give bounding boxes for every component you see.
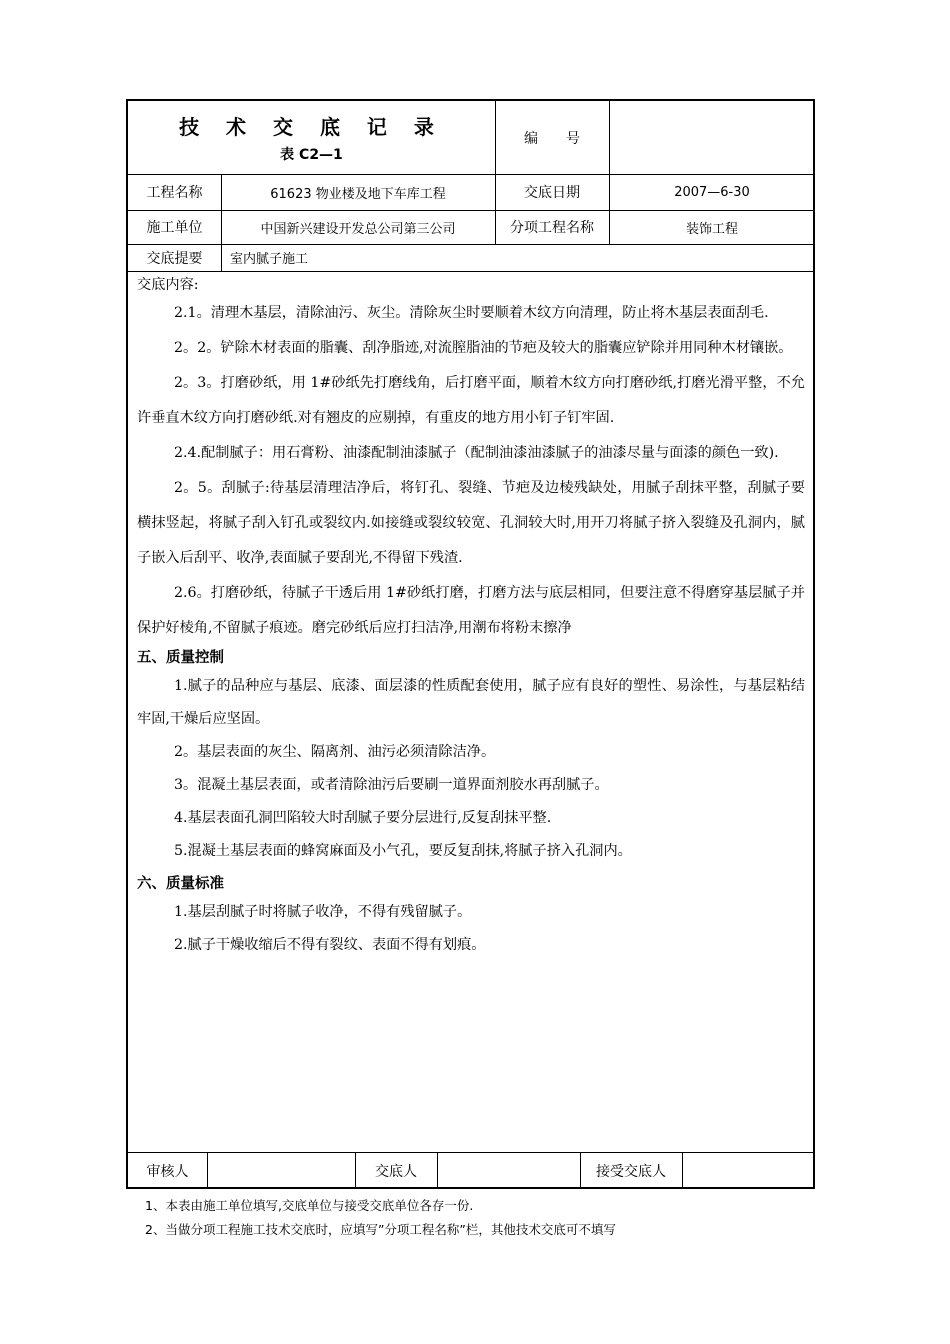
unit-value[interactable]: 中国新兴建设开发总公司第三公司 [260, 221, 456, 237]
summary-value[interactable]: 室内腻子施工 [230, 252, 309, 267]
date-label: 交底日期 [524, 185, 580, 201]
quality-control-item: 1.腻子的品种应与基层、底漆、面层漆的性质配套使用，腻子应有良好的塑性、易涂性，与基层粘结牢固,干燥后应坚固。 [137, 678, 805, 727]
quality-standard-item: 1.基层刮腻子时将腻子收净，不得有残留腻子。 [174, 904, 472, 920]
section-heading-quality-standard: 六、质量标准 [137, 876, 224, 892]
content-paragraph: 2.4.配制腻子：用石膏粉、油漆配制油漆腻子（配制油漆油漆腻子的油漆尽量与面漆的颜色一致). [174, 445, 779, 461]
reviewer-label: 审核人 [146, 1163, 189, 1180]
footnote: 2、当做分项工程施工技术交底时，应填写”分项工程名称”栏，其他技术交底可不填写 [145, 1222, 616, 1237]
project-value[interactable]: 61623 物业楼及地下车库工程 [270, 186, 446, 202]
content-paragraph: 2。5。刮腻子:待基层清理洁净后，将钉孔、裂缝、节疤及边棱残缺处，用腻子刮抹平整，刮腻子要横抹竖起，将腻子刮入钉孔或裂纹内.如接缝或裂纹较宽、孔洞较大时,用开刀将腻子挤入裂缝及孔洞内，腻子嵌入后刮平、收净,表面腻子要刮光,不得留下残渣. [137, 480, 805, 566]
code-value[interactable] [609, 101, 815, 174]
unit-label: 施工单位 [146, 220, 203, 236]
reviewer-field[interactable] [207, 1152, 355, 1189]
quality-control-item: 4.基层表面孔洞凹陷较大时刮腻子要分层进行,反复刮抹平整. [174, 810, 552, 826]
section-heading-quality-control: 五、质量控制 [137, 650, 224, 666]
content-paragraph: 2.1。清理木基层，清除油污、灰尘。清除灰尘时要顺着木纹方向清理，防止将木基层表面刮毛. [174, 305, 769, 321]
date-value[interactable]: 2007—6-30 [674, 184, 750, 200]
content-paragraph: 2。2。铲除木材表面的脂囊、刮净脂迹,对流膣脂油的节疤及较大的脂囊应铲除并用同种木材镶嵌。 [174, 340, 793, 356]
sub-project-label: 分项工程名称 [510, 220, 594, 236]
quality-control-item: 5.混凝土基层表面的蜂窝麻面及小气孔，要反复刮抹,将腻子挤入孔洞内。 [174, 843, 632, 859]
form-title: 技 术 交 底 记 录 [179, 115, 444, 139]
form-header [128, 101, 495, 174]
content-intro: 交底内容: [137, 277, 199, 293]
disclosure-content [137, 274, 805, 962]
footnote: 1、本表由施工单位填写,交底单位与接受交底单位各存一份. [145, 1198, 474, 1213]
quality-control-item: 2。基层表面的灰尘、隔离剂、油污必须清除洁净。 [174, 744, 496, 760]
row-divider [128, 271, 813, 272]
disclosure-form [126, 99, 815, 1189]
discloser-label: 交底人 [375, 1163, 417, 1180]
code-label: 编 号 [524, 130, 580, 147]
summary-label: 交底提要 [146, 250, 203, 267]
receiver-field[interactable] [682, 1152, 815, 1189]
content-paragraph: 2.6。打磨砂纸，待腻子干透后用 1#砂纸打磨，打磨方法与底层相同，但要注意不得磨穿基层腻子并保护好棱角,不留腻子痕迹。磨完砂纸后应打扫洁净,用潮布将粉末擦净 [137, 585, 805, 636]
content-paragraph: 2。3。打磨砂纸，用 1#砂纸先打磨线角，后打磨平面，顺着木纹方向打磨砂纸,打磨光滑平整，不允许垂直木纹方向打磨砂纸.对有翘皮的应剔掉，有重皮的地方用小钉子钉牢固. [137, 375, 805, 426]
quality-standard-item: 2.腻子干燥收缩后不得有裂纹、表面不得有划痕。 [174, 937, 486, 953]
discloser-field[interactable] [437, 1152, 580, 1189]
sub-project-value[interactable]: 装饰工程 [685, 221, 738, 237]
quality-control-item: 3。混凝土基层表面，或者清除油污后要刷一道界面剂胶水再刮腻子。 [174, 777, 609, 793]
project-label: 工程名称 [146, 185, 203, 201]
receiver-label: 接受交底人 [596, 1163, 666, 1180]
form-number: 表 C2—1 [280, 147, 343, 163]
